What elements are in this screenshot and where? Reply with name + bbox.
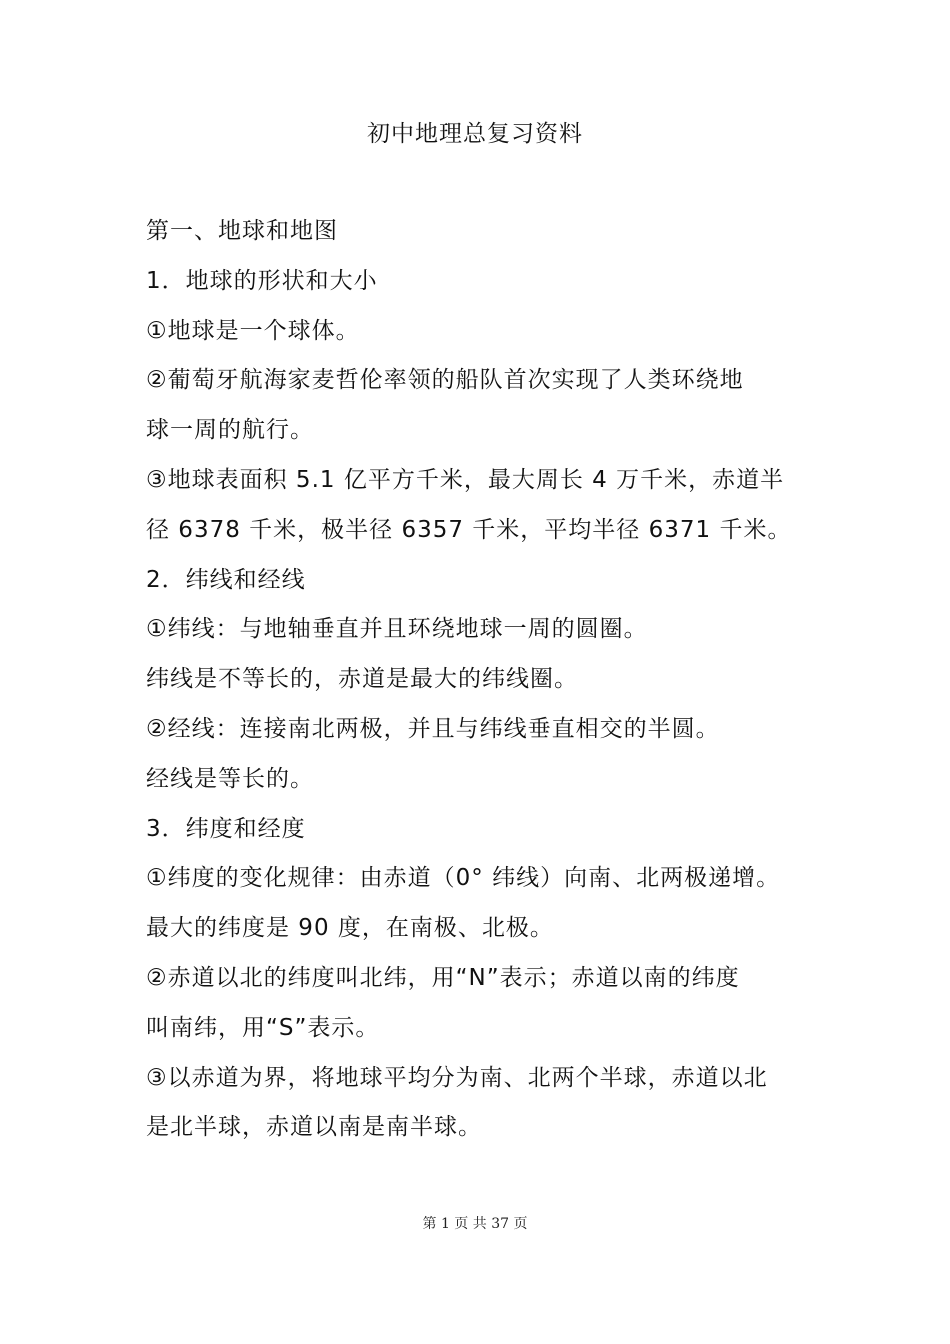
text-line: 球一周的航行。: [146, 417, 314, 444]
text-line: 径 6378 千米，极半径 6357 千米，平均半径 6371 千米。: [146, 516, 792, 543]
section-heading: 第一、地球和地图: [146, 218, 338, 244]
page-title: 初中地理总复习资料: [367, 121, 583, 147]
text-line: ③地球表面积 5.1 亿平方千米，最大周长 4 万千米，赤道半: [146, 466, 785, 493]
subsection-heading: 1．地球的形状和大小: [146, 267, 378, 294]
text-line: ①纬线：与地轴垂直并且环绕地球一周的圆圈。: [146, 616, 648, 643]
text-line: ①地球是一个球体。: [146, 317, 360, 344]
text-line: ①纬度的变化规律：由赤道（0° 纬线）向南、北两极递增。: [146, 865, 781, 892]
text-line: 纬线是不等长的，赤道是最大的纬线圈。: [146, 666, 578, 693]
text-line: 经线是等长的。: [146, 765, 314, 792]
text-line: ③以赤道为界，将地球平均分为南、北两个半球，赤道以北: [146, 1064, 768, 1091]
text-line: ②葡萄牙航海家麦哲伦率领的船队首次实现了人类环绕地: [146, 367, 744, 394]
subsection-heading: 2．纬线和经线: [146, 566, 306, 593]
text-line: ②赤道以北的纬度叫北纬，用“N”表示；赤道以南的纬度: [146, 964, 740, 991]
text-line: 最大的纬度是 90 度，在南极、北极。: [146, 915, 554, 942]
text-line: ②经线：连接南北两极，并且与纬线垂直相交的半圆。: [146, 715, 720, 742]
document-body: [146, 213, 826, 1159]
subsection-heading: 3．纬度和经度: [146, 815, 306, 842]
page-footer: 第 1 页 共 37 页: [422, 1216, 528, 1232]
text-line: 叫南纬，用“S”表示。: [146, 1014, 380, 1041]
text-line: 是北半球，赤道以南是南半球。: [146, 1114, 482, 1141]
